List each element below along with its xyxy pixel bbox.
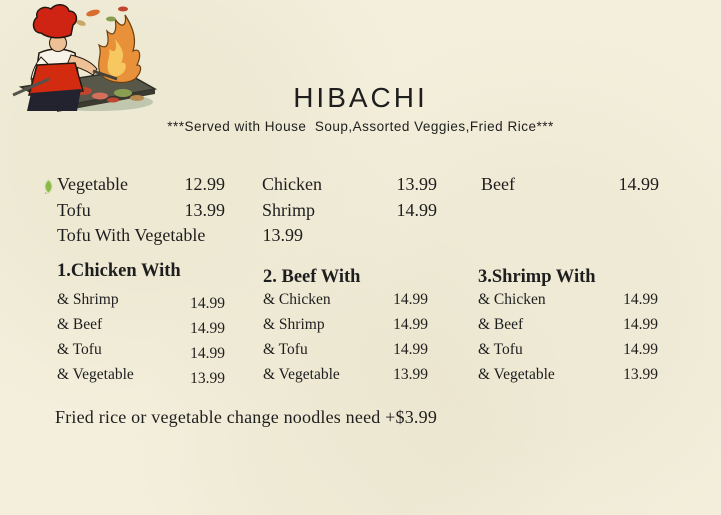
item-price: 14.99 xyxy=(618,174,659,195)
item-price: 14.99 xyxy=(393,340,428,358)
menu-item-tofu xyxy=(57,198,225,224)
item-name: & Beef xyxy=(57,315,103,333)
singles-column-b xyxy=(262,172,437,223)
menu-title: HIBACHI xyxy=(293,82,428,113)
menu-footer-note: Fried rice or vegetable change noodles need +$3.99 xyxy=(55,407,438,427)
item-name: & Shrimp xyxy=(263,315,325,333)
combo-item xyxy=(478,337,658,362)
item-price: 14.99 xyxy=(393,315,428,333)
combo-item xyxy=(478,287,658,312)
combo-heading: 2. Beef With xyxy=(263,267,361,287)
item-price: 13.99 xyxy=(393,366,428,384)
item-price: 13.99 xyxy=(184,199,225,220)
item-name: Chicken xyxy=(262,174,322,195)
combo-item xyxy=(263,287,428,312)
item-price: 14.99 xyxy=(190,344,225,362)
combo-item xyxy=(57,363,225,388)
combo-item xyxy=(263,312,428,337)
menu-item-vegetable xyxy=(57,172,225,198)
item-name: Beef xyxy=(481,174,515,195)
combo-items xyxy=(478,287,658,388)
item-name: & Chicken xyxy=(478,290,546,308)
combo-item xyxy=(478,363,658,388)
combo-heading: 3.Shrimp With xyxy=(478,267,596,287)
item-price: 14.99 xyxy=(190,294,225,312)
combo-section-beef xyxy=(263,258,428,388)
item-price: 14.99 xyxy=(623,290,658,308)
combo-item xyxy=(57,337,225,362)
combo-item xyxy=(263,363,428,388)
item-price: 14.99 xyxy=(623,315,658,333)
combo-items xyxy=(57,287,225,388)
menu-item-tofu-with-vegetable xyxy=(57,223,303,249)
item-name: & Tofu xyxy=(263,340,308,358)
combo-item xyxy=(478,312,658,337)
item-name: & Tofu xyxy=(57,340,102,358)
item-price: 14.99 xyxy=(396,199,437,220)
combo-section-chicken xyxy=(57,258,225,388)
item-name: & Tofu xyxy=(478,340,523,358)
item-name: Vegetable xyxy=(57,174,128,195)
item-price: 12.99 xyxy=(184,174,225,195)
item-name: & Vegetable xyxy=(263,366,340,384)
item-name: & Beef xyxy=(478,315,524,333)
combo-section-shrimp xyxy=(478,258,658,388)
combo-item xyxy=(57,287,225,312)
item-price: 14.99 xyxy=(190,319,225,337)
combo-item xyxy=(263,337,428,362)
combo-items xyxy=(263,287,428,388)
singles-column-c xyxy=(481,172,659,198)
item-price: 13.99 xyxy=(190,370,225,388)
item-price: 14.99 xyxy=(623,340,658,358)
menu-subtitle: ***Served with House Soup,Assorted Veggies,Fried Rice*** xyxy=(167,119,554,134)
item-name: Shrimp xyxy=(262,199,316,220)
item-price: 13.99 xyxy=(396,174,437,195)
menu-item-chicken xyxy=(262,172,437,198)
item-name: & Vegetable xyxy=(478,366,555,384)
item-price: 13.99 xyxy=(262,225,303,246)
item-price: 13.99 xyxy=(623,366,658,384)
item-name: Tofu With Vegetable xyxy=(57,225,206,246)
item-name: & Shrimp xyxy=(57,290,119,308)
leaf-icon xyxy=(42,178,55,193)
menu-item-shrimp xyxy=(262,198,437,224)
combo-item xyxy=(57,312,225,337)
item-name: & Vegetable xyxy=(57,366,134,384)
item-price: 14.99 xyxy=(393,290,428,308)
combo-heading: 1.Chicken With xyxy=(57,261,181,281)
menu-item-beef xyxy=(481,172,659,198)
item-name: & Chicken xyxy=(263,290,331,308)
item-name: Tofu xyxy=(57,199,91,220)
